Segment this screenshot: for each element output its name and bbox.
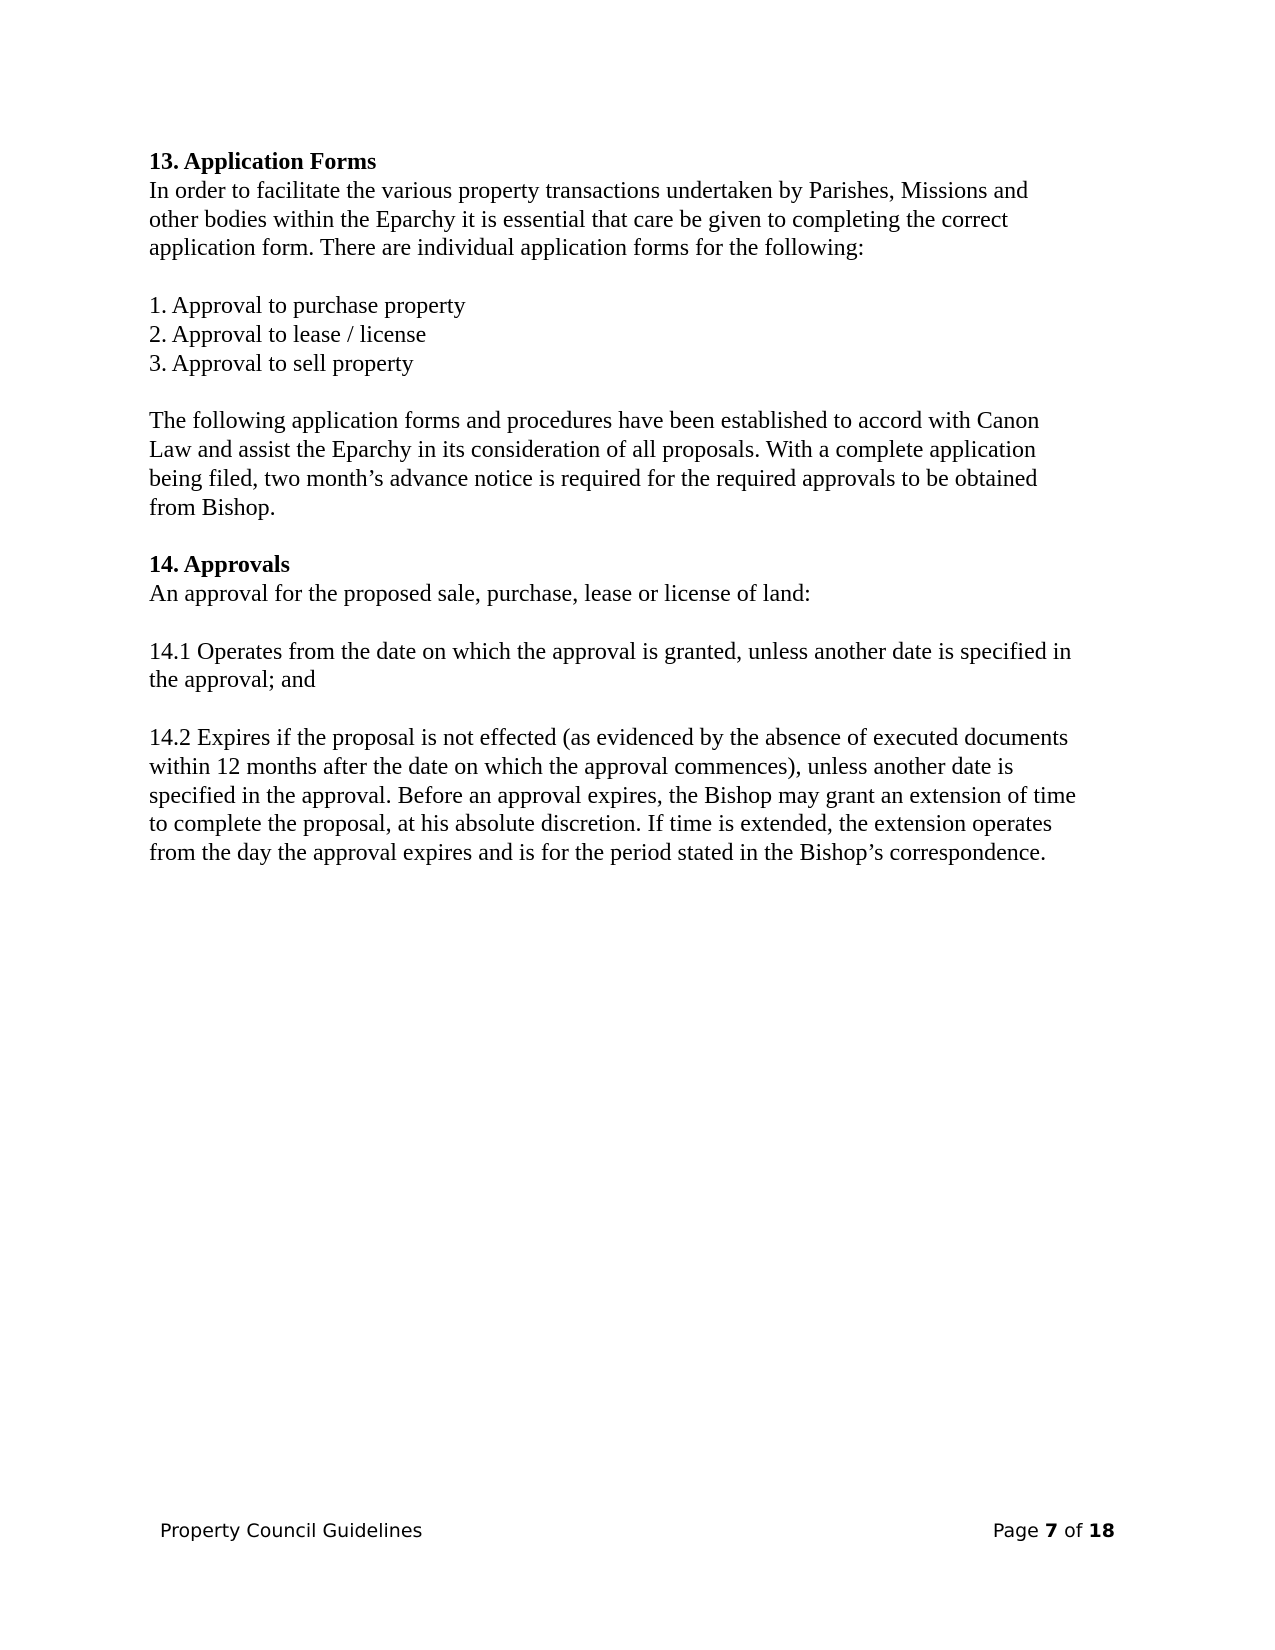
list-item: 2. Approval to lease / license	[149, 321, 427, 348]
page-of: of	[1058, 1520, 1089, 1542]
page-prefix: Page	[992, 1520, 1045, 1542]
section-13-intro-line: In order to facilitate the various property transactions undertaken by Parishes, Missions and	[149, 177, 1029, 204]
clause-14-1	[149, 638, 1129, 696]
clause-14-2-line: specified in the approval. Before an approval expires, the Bishop may grant an extension of time	[149, 782, 1077, 809]
clause-14-2-line: 14.2 Expires if the proposal is not effected (as evidenced by the absence of executed documents	[149, 724, 1069, 751]
list-item: 1. Approval to purchase property	[149, 292, 466, 319]
clause-14-2-line: from the day the approval expires and is for the period stated in the Bishop’s correspondence.	[149, 840, 1047, 867]
page-content	[149, 148, 1129, 868]
section-13-body-line: Law and assist the Eparchy in its consideration of all proposals. With a complete application	[149, 436, 1037, 463]
section-13-heading: 13. Application Forms	[149, 149, 377, 175]
section-13-body-line: from Bishop.	[149, 494, 276, 521]
section-13-intro-line: other bodies within the Eparchy it is essential that care be given to completing the correct	[149, 206, 1009, 233]
footer-title: Property Council Guidelines	[160, 1520, 423, 1542]
page-number-indicator	[993, 1516, 1115, 1546]
clause-14-2-line: to complete the proposal, at his absolute discretion. If time is extended, the extension operates	[149, 811, 1053, 838]
page-footer	[160, 1516, 1115, 1546]
section-13-intro-line: application form. There are individual application forms for the following:	[149, 235, 865, 262]
section-13-body	[149, 407, 1129, 522]
clause-14-1-line: the approval; and	[149, 667, 316, 694]
section-13-body-line: The following application forms and procedures have been established to accord with Canon	[149, 408, 1040, 435]
section-14-heading: 14. Approvals	[149, 552, 290, 579]
clause-14-1-line: 14.1 Operates from the date on which the approval is granted, unless another date is specified in	[149, 638, 1072, 665]
current-page-number: 7	[1044, 1520, 1059, 1542]
clause-14-2	[149, 724, 1129, 868]
spacer	[149, 378, 1129, 407]
application-forms-list	[149, 292, 1129, 378]
spacer	[149, 263, 1129, 292]
section-13-body-line: being filed, two month’s advance notice is required for the required approvals to be obtained	[149, 465, 1038, 492]
section-13-intro	[149, 177, 1129, 263]
spacer	[149, 695, 1129, 724]
spacer	[149, 522, 1129, 551]
list-item: 3. Approval to sell property	[149, 350, 414, 377]
clause-14-2-line: within 12 months after the date on which the approval commences), unless another date is	[149, 753, 1014, 780]
section-14-intro: An approval for the proposed sale, purchase, lease or license of land:	[149, 580, 811, 607]
spacer	[149, 609, 1129, 638]
total-page-count: 18	[1088, 1520, 1115, 1542]
